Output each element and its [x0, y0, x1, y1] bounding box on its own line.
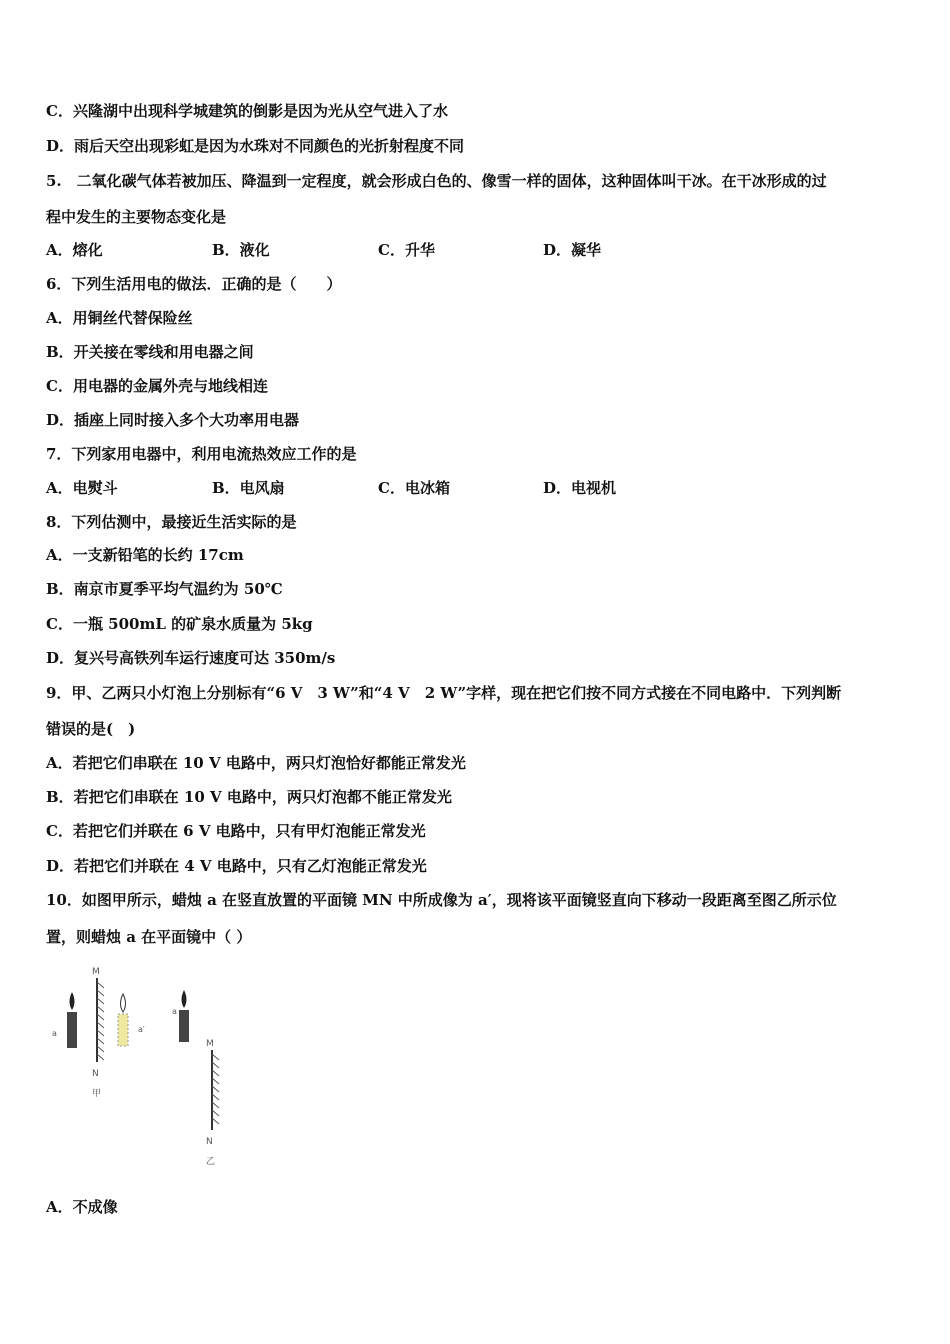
- q9-stem-line2: 错误的是( ): [46, 720, 136, 738]
- q7-option-d: D．电视机: [543, 479, 617, 497]
- q8-option-a: A．一支新铅笔的长约 17cm: [46, 546, 244, 564]
- q5-option-a: A．熔化: [46, 241, 103, 259]
- q5-stem-line1: 5. 二氧化碳气体若被加压、降温到一定程度，就会形成白色的、像雪一样的固体，这种固体叫干冰。在干冰形成的过: [46, 172, 827, 190]
- q8-option-b: B．南京市夏季平均气温约为 50℃: [46, 580, 283, 598]
- q5-option-d: D．凝华: [543, 241, 602, 259]
- q5-option-c: C．升华: [378, 241, 435, 259]
- mirror-left-hatching: [97, 982, 104, 1060]
- q9-stem-line1: 9．甲、乙两只小灯泡上分别标有“6 V 3 W”和“4 V 2 W”字样，现在把它们按不同方式接在不同电路中．下列判断: [46, 684, 842, 702]
- q10-stem-line2: 置，则蜡烛 a 在平面镜中（ ）: [46, 928, 252, 946]
- figure-label-n-left: N: [92, 1069, 99, 1079]
- q6-option-b: B．开关接在零线和用电器之间: [46, 343, 254, 361]
- q8-option-d: D．复兴号高铁列车运行速度可达 350m/s: [46, 649, 336, 667]
- q9-option-c: C．若把它们并联在 6 V 电路中，只有甲灯泡能正常发光: [46, 822, 426, 840]
- q10-option-a: A．不成像: [46, 1198, 118, 1216]
- candle-a-label-right: a: [172, 1007, 177, 1016]
- q10-stem-line1: 10．如图甲所示，蜡烛 a 在竖直放置的平面镜 MN 中所成像为 a′，现将该平面镜竖直向下移动一段距离至图乙所示位: [46, 891, 837, 909]
- figure-label-n-right: N: [206, 1137, 213, 1147]
- candle-a-label-left: a: [52, 1029, 57, 1038]
- candle-a-body-left: [67, 1012, 77, 1048]
- q8-option-c: C．一瓶 500mL 的矿泉水质量为 5kg: [46, 615, 313, 633]
- mirror-right-hatching: [212, 1054, 219, 1124]
- q6-option-c: C．用电器的金属外壳与地线相连: [46, 377, 268, 395]
- q4-option-d: D．雨后天空出现彩虹是因为水珠对不同颜色的光折射程度不同: [46, 137, 465, 155]
- candle-a-flame-left: [70, 992, 75, 1010]
- q7-option-c: C．电冰箱: [378, 479, 450, 497]
- q7-option-a: A．电熨斗: [46, 479, 118, 497]
- q9-option-d: D．若把它们并联在 4 V 电路中，只有乙灯泡能正常发光: [46, 857, 427, 875]
- figure-label-m-left: M: [92, 967, 100, 977]
- q7-option-b: B．电风扇: [212, 479, 285, 497]
- q6-option-d: D．插座上同时接入多个大功率用电器: [46, 411, 300, 429]
- q5-stem-line2: 程中发生的主要物态变化是: [46, 208, 227, 226]
- candle-image-flame: [121, 994, 126, 1012]
- q8-stem: 8．下列估测中，最接近生活实际的是: [46, 513, 297, 531]
- candle-a-body-right: [179, 1010, 189, 1042]
- candle-a-flame-right: [182, 990, 187, 1008]
- q9-option-b: B．若把它们串联在 10 V 电路中，两只灯泡都不能正常发光: [46, 788, 452, 806]
- figure-label-m-right: M: [206, 1039, 214, 1049]
- figure-caption-jia: 甲: [92, 1089, 102, 1099]
- candle-image-body: [118, 1014, 128, 1046]
- q7-stem: 7．下列家用电器中，利用电流热效应工作的是: [46, 445, 357, 463]
- q4-option-c: C．兴隆湖中出现科学城建筑的倒影是因为光从空气进入了水: [46, 102, 448, 120]
- q5-option-b: B．液化: [212, 241, 270, 259]
- q9-option-a: A．若把它们串联在 10 V 电路中，两只灯泡恰好都能正常发光: [46, 754, 466, 772]
- mirror-candle-figure: [40, 960, 280, 1170]
- figure-caption-yi: 乙: [206, 1157, 216, 1167]
- candle-image-label: a′: [138, 1025, 145, 1034]
- q6-option-a: A．用铜丝代替保险丝: [46, 309, 193, 327]
- q6-stem: 6．下列生活用电的做法．正确的是（ ）: [46, 275, 342, 293]
